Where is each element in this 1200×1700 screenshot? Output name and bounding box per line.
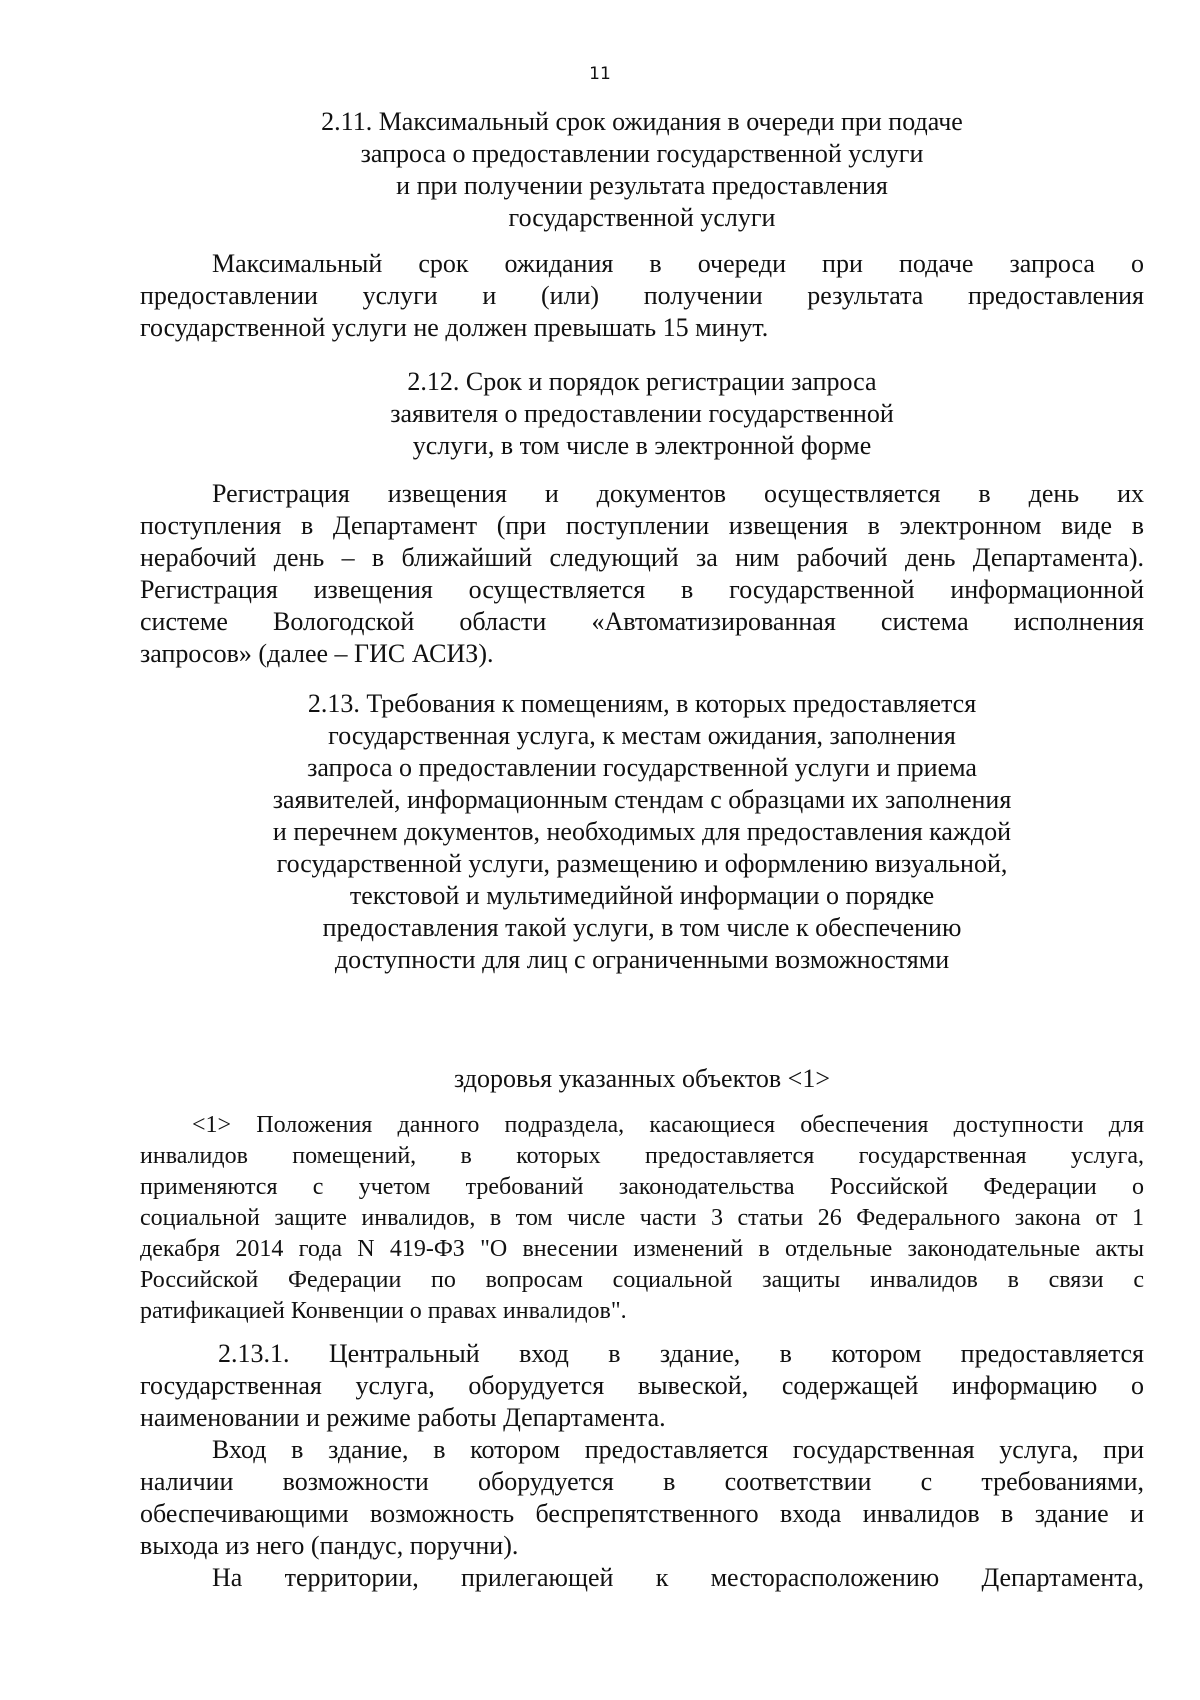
section-2-12-heading (140, 366, 1144, 462)
body-line: запросов» (далее – ГИС АСИЗ). (140, 639, 494, 668)
heading-line: заявителя о предоставлении государственной (390, 399, 894, 428)
heading-line: 2.11. Максимальный срок ожидания в очереди при подаче (321, 107, 963, 136)
section-2-13-1-para-2 (140, 1434, 1144, 1562)
body-line: государственной услуги не должен превышать 15 минут. (140, 313, 769, 342)
section-2-11-body (140, 248, 1144, 344)
footnote-line: Российской Федерации по вопросам социальной защиты инвалидов в связи с (140, 1267, 1144, 1293)
heading-line: предоставления такой услуги, в том числе к обеспечению (322, 913, 962, 942)
body-line: Максимальный срок ожидания в очереди при подаче запроса о (212, 249, 1144, 278)
heading-line: запроса о предоставлении государственной услуги и приема (307, 753, 977, 782)
footnote (140, 1110, 1144, 1327)
body-line: системе Вологодской области «Автоматизированная система исполнения (140, 607, 1144, 636)
body-line: Регистрация извещения осуществляется в государственной информационной (140, 575, 1144, 604)
heading-line: государственной услуги, размещению и оформлению визуальной, (276, 849, 1008, 878)
body-line: 2.13.1. Центральный вход в здание, в котором предоставляется (218, 1339, 1144, 1368)
section-2-13-1-para-3 (140, 1562, 1144, 1594)
section-2-11-heading (140, 106, 1144, 234)
footnote-line: декабря 2014 года N 419-ФЗ "О внесении изменений в отдельные законодательные акты (140, 1236, 1144, 1262)
body-line: обеспечивающими возможность беспрепятственного входа инвалидов в здание и (140, 1499, 1144, 1528)
heading-line: государственной услуги (508, 203, 776, 232)
body-line: Вход в здание, в котором предоставляется государственная услуга, при (212, 1435, 1144, 1464)
body-line: предоставлении услуги и (или) получении результата предоставления (140, 281, 1144, 310)
footnote-line: инвалидов помещений, в которых предоставляется государственная услуга, (140, 1143, 1144, 1169)
footnote-line: <1> Положения данного подраздела, касающиеся обеспечения доступности для (192, 1112, 1144, 1138)
body-line: наименовании и режиме работы Департамента. (140, 1403, 666, 1432)
page-number: 11 (589, 64, 611, 84)
body-line: наличии возможности оборудуется в соответствии с требованиями, (140, 1467, 1144, 1496)
footnote-line: ратификацией Конвенции о правах инвалидов". (140, 1298, 627, 1324)
heading-line: 2.13. Требования к помещениям, в которых предоставляется (307, 689, 977, 718)
heading-line: государственная услуга, к местам ожидания, заполнения (328, 721, 956, 750)
body-line: государственная услуга, оборудуется вывеской, содержащей информацию о (140, 1371, 1144, 1400)
section-2-13-1-para-1 (140, 1338, 1144, 1434)
section-2-12-body (140, 478, 1144, 670)
section-2-13-heading (140, 688, 1144, 976)
body-line: На территории, прилегающей к месторасположению Департамента, (212, 1563, 1144, 1592)
body-line: Регистрация извещения и документов осуществляется в день их (212, 479, 1144, 508)
body-line: нерабочий день – в ближайший следующий за ним рабочий день Департамента). (140, 543, 1144, 572)
footnote-line: социальной защите инвалидов, в том числе части 3 статьи 26 Федерального закона от 1 (140, 1205, 1144, 1231)
footnote-line: применяются с учетом требований законодательства Российской Федерации о (140, 1174, 1144, 1200)
body-line: выхода из него (пандус, поручни). (140, 1531, 519, 1560)
heading-line: текстовой и мультимедийной информации о порядке (349, 881, 935, 910)
heading-line: и при получении результата предоставления (396, 171, 888, 200)
section-2-13-heading-tail (140, 1063, 1144, 1095)
heading-line: 2.12. Срок и порядок регистрации запроса (407, 367, 877, 396)
body-line: поступления в Департамент (при поступлении извещения в электронном виде в (140, 511, 1144, 540)
heading-line: заявителей, информационным стендам с образцами их заполнения (272, 785, 1012, 814)
heading-line: и перечнем документов, необходимых для предоставления каждой (272, 817, 1012, 846)
heading-line: запроса о предоставлении государственной услуги (360, 139, 924, 168)
heading-line: доступности для лиц с ограниченными возможностями (334, 945, 950, 974)
heading-line: здоровья указанных объектов <1> (454, 1064, 830, 1093)
heading-line: услуги, в том числе в электронной форме (412, 431, 872, 460)
